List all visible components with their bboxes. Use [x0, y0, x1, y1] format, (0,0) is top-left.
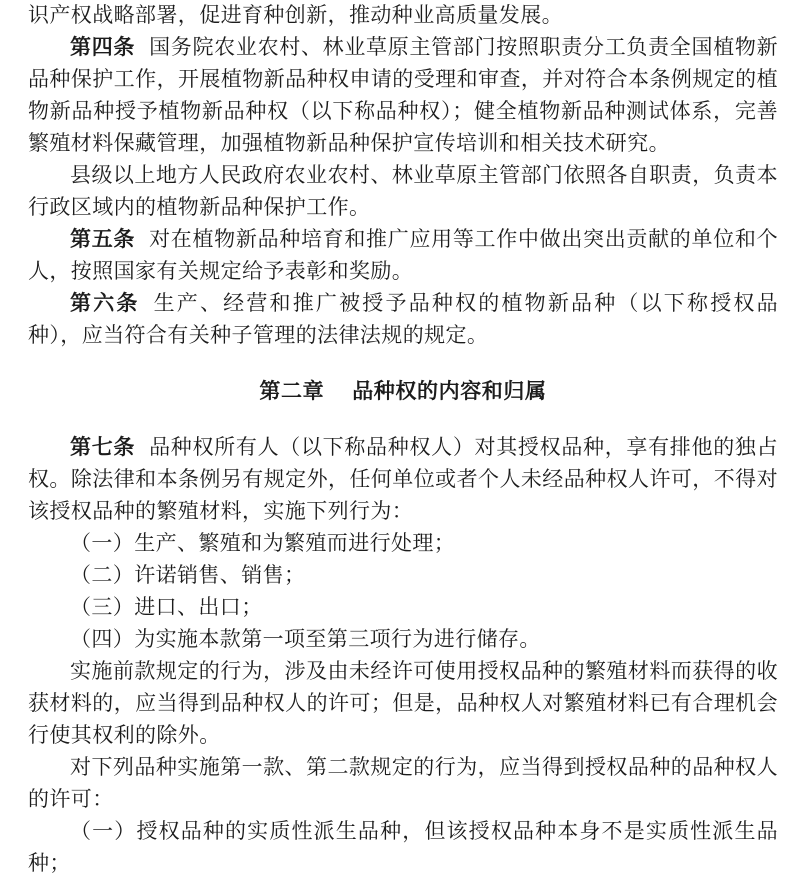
paragraph — [28, 31, 778, 159]
paragraph — [28, 815, 778, 879]
paragraph-text: （一）授权品种的实质性派生品种，但该授权品种本身不是实质性派生品种； — [28, 819, 778, 875]
paragraph — [28, 559, 778, 591]
paragraph — [28, 431, 778, 527]
chapter-title: 品种权的内容和归属 — [352, 379, 547, 403]
paragraph-text: （二）许诺销售、销售； — [70, 563, 306, 587]
paragraph-text: （四）为实施本款第一项至第三项行为进行储存。 — [70, 627, 541, 651]
chapter-heading — [28, 375, 778, 407]
article-section-bottom — [28, 431, 778, 879]
article-number: 第五条 — [70, 227, 136, 251]
paragraph — [28, 623, 778, 655]
paragraph — [28, 527, 778, 559]
paragraph-text: 对下列品种实施第一款、第二款规定的行为，应当得到授权品种的品种权人的许可： — [28, 755, 778, 811]
chapter-number: 第二章 — [259, 379, 325, 403]
paragraph-text: 识产权战略部署，促进育种创新，推动种业高质量发展。 — [28, 3, 563, 27]
article-number: 第四条 — [70, 35, 136, 59]
paragraph — [28, 159, 778, 223]
paragraph-text: 对在植物新品种培育和推广应用等工作中做出突出贡献的单位和个人，按照国家有关规定给予表彰和奖励。 — [28, 227, 778, 283]
paragraph — [28, 591, 778, 623]
paragraph — [28, 751, 778, 815]
paragraph-text: 县级以上地方人民政府农业农村、林业草原主管部门依照各自职责，负责本行政区域内的植物新品种保护工作。 — [28, 163, 778, 219]
paragraph-text: 品种权所有人（以下称品种权人）对其授权品种，享有排他的独占权。除法律和本条例另有规定外，任何单位或者个人未经品种权人许可，不得对该授权品种的繁殖材料，实施下列行为： — [28, 435, 778, 523]
article-number: 第七条 — [70, 435, 136, 459]
paragraph-text: （三）进口、出口； — [70, 595, 263, 619]
paragraph — [28, 223, 778, 287]
paragraph — [28, 655, 778, 751]
article-section-top — [28, 0, 778, 351]
article-number: 第六条 — [70, 291, 140, 315]
paragraph-text: 生产、经营和推广被授予品种权的植物新品种（以下称授权品种），应当符合有关种子管理的法律法规的规定。 — [28, 291, 778, 347]
paragraph-text: 实施前款规定的行为，涉及由未经许可使用授权品种的繁殖材料而获得的收获材料的，应当得到品种权人的许可；但是，品种权人对繁殖材料已有合理机会行使其权利的除外。 — [28, 659, 778, 747]
paragraph-text: （一）生产、繁殖和为繁殖而进行处理； — [70, 531, 456, 555]
paragraph — [28, 0, 778, 31]
paragraph-text: 国务院农业农村、林业草原主管部门按照职责分工负责全国植物新品种保护工作，开展植物新品种权申请的受理和审查，并对符合本条例规定的植物新品种授予植物新品种权（以下称品种权）；健全植物新品种测试体系，完善繁殖材料保藏管理，加强植物新品种保护宣传培训和相关技术研究。 — [28, 35, 778, 155]
paragraph — [28, 287, 778, 351]
